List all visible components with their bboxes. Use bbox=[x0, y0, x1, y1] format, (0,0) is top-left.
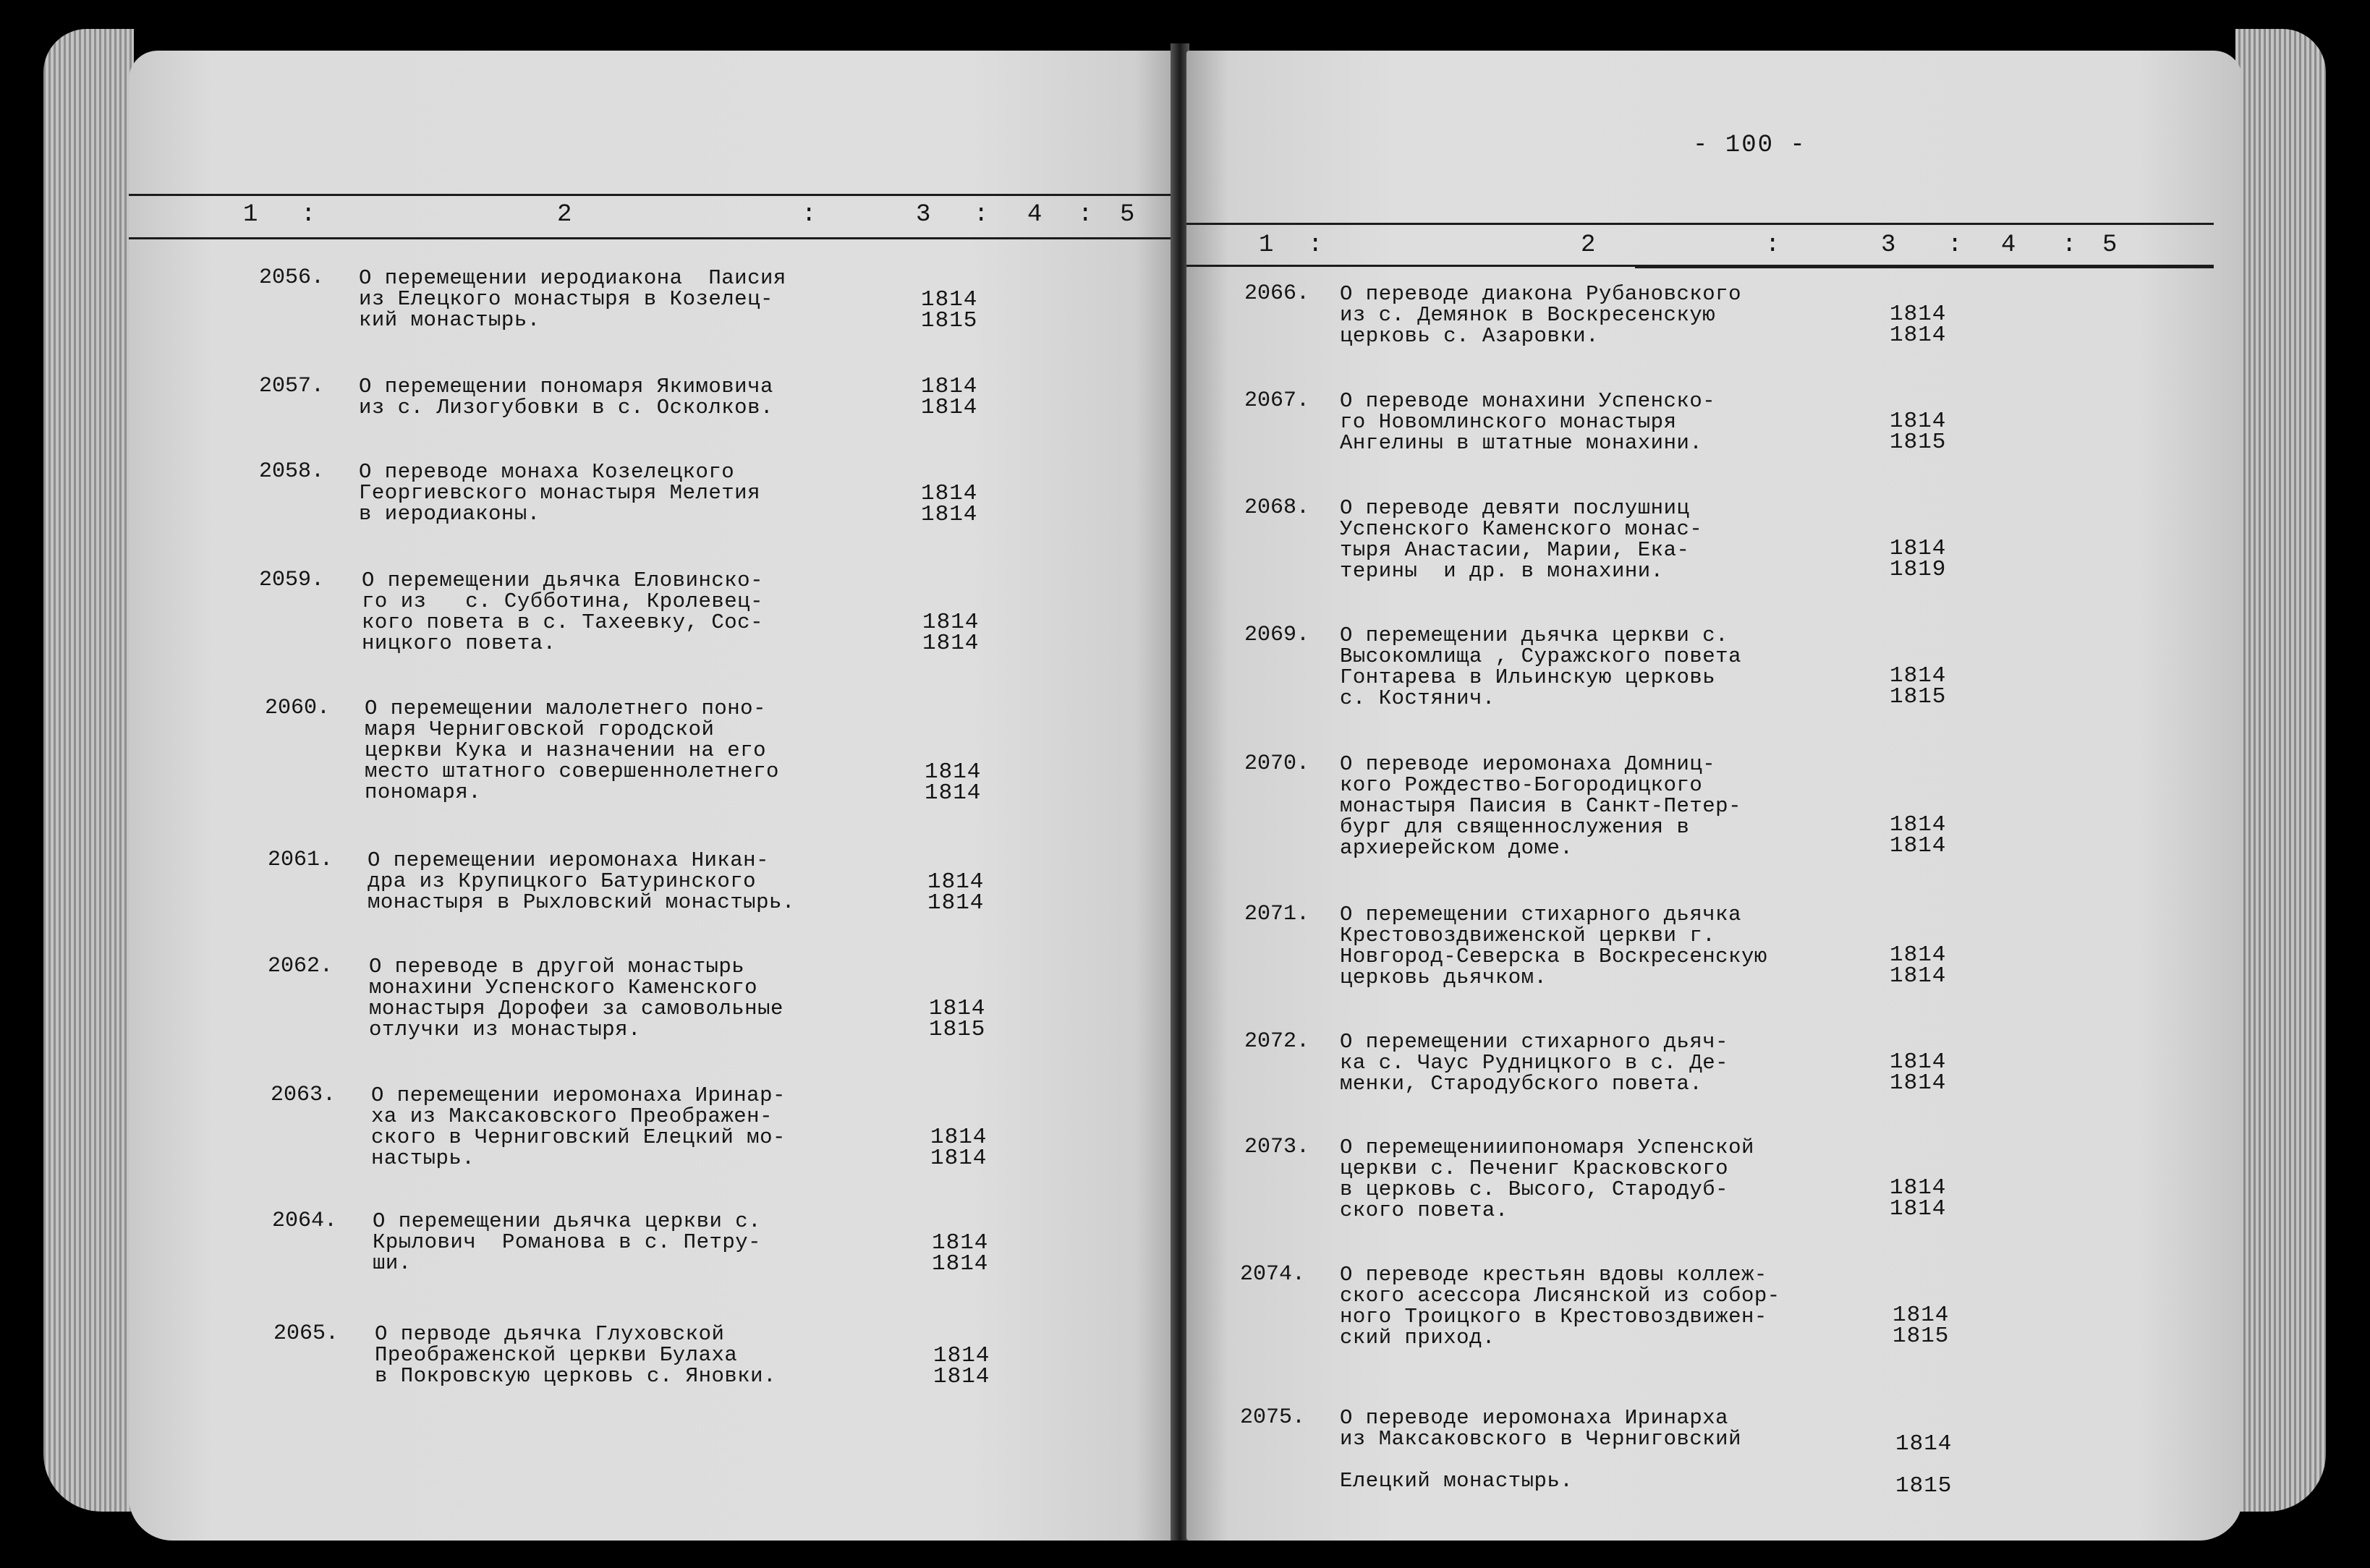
right-page bbox=[1186, 51, 2243, 1541]
entry-text: О перемещении иеромонаха Никан- дра из Крупицкого Батуринского монастыря в Рыхловский монастырь. bbox=[368, 848, 795, 914]
entry-number: 2059. bbox=[259, 568, 325, 592]
col-header-5: 5 bbox=[1120, 201, 1135, 229]
entry-text: О перемещении иеромонаха Иринар- ха из Максаковского Преображен- ского в Черниговский Елецкий мо- настырь. bbox=[371, 1083, 786, 1170]
entry-years: 1814 1814 bbox=[1890, 812, 1947, 858]
entry-number: 2065. bbox=[273, 1321, 339, 1346]
col-sep: : bbox=[802, 201, 817, 229]
col-header-3: 3 bbox=[916, 201, 931, 229]
col-header-2: 2 bbox=[557, 201, 572, 229]
col-header-2: 2 bbox=[1581, 231, 1596, 259]
entry-text: О переводе в другой монастырь монахини Успенского Каменского монастыря Дорофеи за самовольные отлучки из монастыря. bbox=[369, 955, 783, 1041]
col-header-1: 1 bbox=[1259, 231, 1274, 259]
entry-number: 2066. bbox=[1244, 281, 1310, 306]
entry-years: 1814 1814 bbox=[1890, 1175, 1947, 1222]
header-rule-top bbox=[129, 194, 1178, 196]
entry-years: 1814 1814 bbox=[1890, 302, 1947, 348]
entry-text: О перемещении стихарного дьячка Крестовоздвиженской церкви г. Новгород-Северска в Воскресенскую церковь дьячком. bbox=[1340, 903, 1767, 989]
entry-number: 2070. bbox=[1244, 751, 1310, 776]
entry-text: О переводе крестьян вдовы коллеж- ского асессора Лисянской из собор- ного Троицкого в Крестовоздвижен- ский приход. bbox=[1340, 1263, 1780, 1350]
entry-text: О перемещении дьячка церкви с. Крылович Романова в с. Петру- ши. bbox=[373, 1209, 762, 1275]
entry-years: 1814 1815 bbox=[929, 996, 986, 1042]
entry-text: О перемещении пономаря Якимовича из с. Лизогубовки в с. Осколков. bbox=[359, 375, 773, 419]
entry-number: 2064. bbox=[272, 1209, 338, 1233]
book-edge-right bbox=[2235, 29, 2326, 1512]
header-rule-bottom bbox=[129, 237, 1178, 239]
header-rule-bottom bbox=[1635, 266, 2214, 268]
entry-text: О перемещенииипономаря Успенской церкви с. Печениг Красковского в церковь с. Высого, Стародуб- ского повета. bbox=[1340, 1135, 1754, 1222]
entry-text: О переводе девяти послушниц Успенского Каменского монас- тыря Анастасии, Марии, Ека- терины и др. в монахини. bbox=[1340, 496, 1703, 583]
entry-years: 1814 1815 bbox=[1890, 409, 1947, 455]
entry-years: 1814 1814 bbox=[921, 374, 978, 420]
header-rule-top bbox=[1186, 223, 2214, 225]
col-sep: : bbox=[1078, 201, 1093, 229]
col-sep: : bbox=[974, 201, 989, 229]
entry-text: О переводе монахини Успенско- го Новомлинского монастыря Ангелины в штатные монахини. bbox=[1340, 389, 1716, 455]
entry-years: 1814 1814 bbox=[925, 759, 982, 806]
entry-years: 1814 1814 bbox=[933, 1343, 990, 1389]
book-edge-left bbox=[43, 29, 134, 1512]
entry-number: 2056. bbox=[259, 265, 325, 290]
entry-years: 1814 1814 bbox=[1890, 942, 1947, 989]
entry-number: 2071. bbox=[1244, 902, 1310, 926]
entry-text: О перемещении малолетнего поно- маря Черниговской городской церкви Кука и назначении на его место штатного совершеннолетнего пономаря. bbox=[365, 696, 779, 804]
left-page bbox=[129, 51, 1178, 1541]
entry-years: 1814 1815 bbox=[921, 287, 978, 333]
col-header-3: 3 bbox=[1881, 231, 1896, 259]
col-sep: : bbox=[2062, 231, 2077, 259]
col-sep: : bbox=[1765, 231, 1780, 259]
entry-number: 2061. bbox=[268, 848, 334, 872]
entry-number: 2060. bbox=[265, 696, 331, 720]
page-number: - 100 - bbox=[1693, 132, 1806, 159]
entry-years: 1814 1814 bbox=[921, 481, 978, 527]
entry-text: О перводе дьячка Глуховской Преображенской церкви Булаха в Покровскую церковь с. Яновки. bbox=[375, 1322, 776, 1388]
entry-years: 1814 1814 bbox=[922, 610, 980, 656]
entry-years: 1814 1814 bbox=[932, 1230, 989, 1277]
entry-years: 1814 1814 bbox=[930, 1125, 988, 1171]
entry-number: 2068. bbox=[1244, 495, 1310, 520]
entry-text: О переводе монаха Козелецкого Георгиевского монастыря Мелетия в иеродиаконы. bbox=[359, 460, 760, 526]
entry-text: О перемещении дьячка Еловинско- го из с. Субботина, Кролевец- кого повета в с. Тахеевку, Сос- ницкого повета. bbox=[362, 568, 763, 655]
entry-years: 1814 1815 bbox=[1890, 663, 1947, 710]
entry-number: 2058. bbox=[259, 459, 325, 484]
col-header-4: 4 bbox=[2001, 231, 2016, 259]
entry-years: 1814 1815 bbox=[1895, 1431, 1953, 1499]
entry-years: 1814 1819 bbox=[1890, 536, 1947, 582]
entry-number: 2067. bbox=[1244, 388, 1310, 413]
entry-number: 2073. bbox=[1244, 1135, 1310, 1159]
entry-number: 2075. bbox=[1240, 1405, 1306, 1430]
entry-text: О перемещении стихарного дьяч- ка с. Чаус Рудницкого в с. Де- менки, Стародубского повета. bbox=[1340, 1030, 1729, 1096]
entry-text: О перемещении иеродиакона Паисия из Елецкого монастыря в Козелец- кий монастырь. bbox=[359, 266, 786, 332]
entry-text: О переводе диакона Рубановского из с. Демянок в Воскресенскую церковь с. Азаровки. bbox=[1340, 282, 1741, 348]
col-header-1: 1 bbox=[243, 201, 258, 229]
entry-number: 2074. bbox=[1240, 1262, 1306, 1287]
entry-years: 1814 1815 bbox=[1893, 1303, 1950, 1349]
entry-years: 1814 1814 bbox=[927, 869, 985, 916]
entry-text: О перемещении дьячка церкви с. Высокомлища , Суражского повета Гонтарева в Ильинскую церковь с. Костянич. bbox=[1340, 623, 1741, 710]
col-sep: : bbox=[1948, 231, 1963, 259]
col-sep: : bbox=[301, 201, 316, 229]
entry-number: 2063. bbox=[271, 1083, 336, 1107]
col-header-5: 5 bbox=[2102, 231, 2118, 259]
entry-number: 2062. bbox=[268, 954, 334, 979]
entry-text: О переводе иеромонаха Домниц- кого Рождество-Богородицкого монастыря Паисия в Санкт-Петер- бург для священнослужения в архиерейском доме. bbox=[1340, 752, 1741, 860]
col-header-4: 4 bbox=[1027, 201, 1042, 229]
entry-number: 2072. bbox=[1244, 1029, 1310, 1054]
col-sep: : bbox=[1308, 231, 1323, 259]
entry-number: 2069. bbox=[1244, 623, 1310, 647]
entry-text: О переводе иеромонаха Иринарха из Максаковского в Черниговский Елецкий монастырь. bbox=[1340, 1406, 1741, 1493]
entry-number: 2057. bbox=[259, 374, 325, 399]
entry-years: 1814 1814 bbox=[1890, 1049, 1947, 1096]
